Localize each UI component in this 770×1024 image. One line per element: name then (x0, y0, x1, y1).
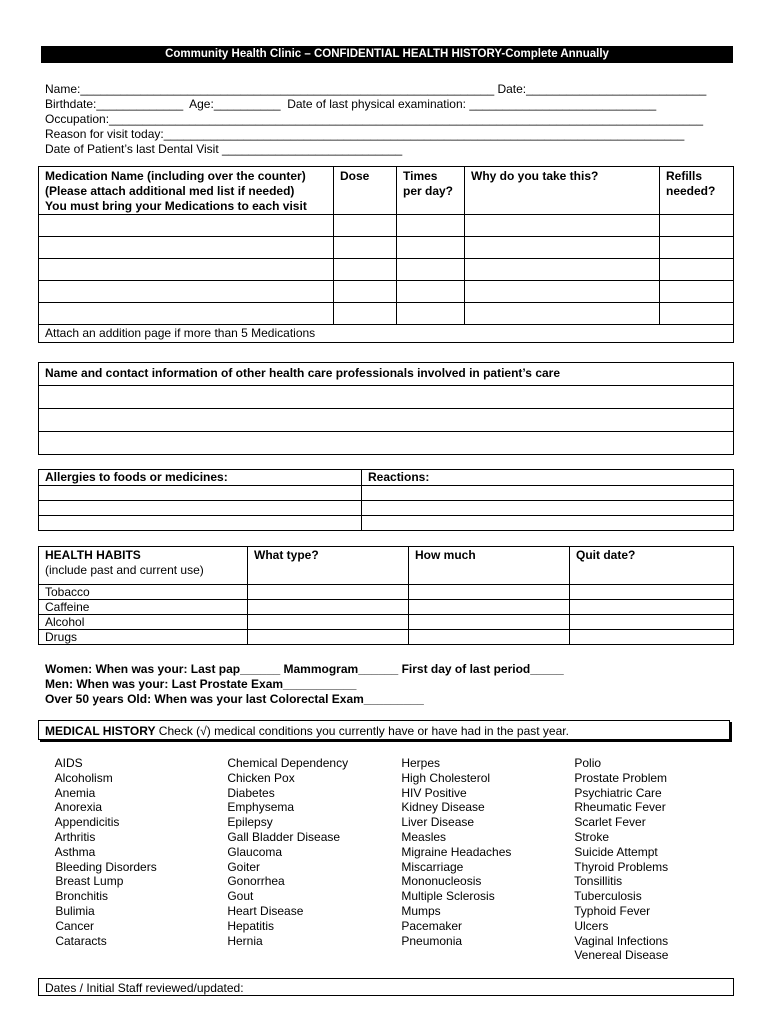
reactions-header: Reactions: (362, 470, 734, 486)
condition-item[interactable] (563, 889, 668, 904)
condition-label: Measles (401, 829, 447, 844)
condition-item[interactable] (216, 830, 348, 845)
condition-label: Asthma (54, 844, 96, 859)
condition-item[interactable] (390, 904, 511, 919)
medication-row[interactable] (39, 237, 734, 259)
condition-label: Diabetes (227, 785, 275, 800)
condition-label: Tonsillitis (574, 874, 623, 889)
habits-header: HEALTH HABITS (45, 548, 141, 562)
staff-review-box[interactable] (38, 978, 734, 996)
condition-label: Prostate Problem (574, 770, 668, 785)
habits-quit-header: Quit date? (570, 547, 734, 585)
condition-label: Mumps (401, 903, 441, 918)
medical-history-label: MEDICAL HISTORY (45, 724, 156, 738)
condition-item[interactable] (44, 860, 157, 875)
times-per-day-header: Times per day? (397, 167, 465, 215)
refills-header: Refills needed? (660, 167, 734, 215)
medication-row[interactable] (39, 281, 734, 303)
condition-label: Typhoid Fever (574, 903, 651, 918)
condition-item[interactable] (216, 756, 348, 771)
habit-label: Alcohol (39, 615, 248, 630)
condition-label: Thyroid Problems (574, 859, 669, 874)
medication-row[interactable] (39, 215, 734, 237)
condition-label: HIV Positive (401, 785, 467, 800)
women-screening-line[interactable]: Women: When was your: Last pap______ Mammogram______ First day of last period_____ (45, 662, 564, 676)
condition-item[interactable] (563, 845, 668, 860)
allergies-table (38, 469, 734, 531)
condition-label: Stroke (574, 829, 610, 844)
condition-label: Tuberculosis (574, 889, 642, 904)
habit-row[interactable] (39, 630, 734, 645)
dose-header: Dose (334, 167, 397, 215)
condition-label: Chemical Dependency (227, 756, 349, 770)
condition-item[interactable] (44, 919, 157, 934)
habits-table (38, 546, 734, 645)
condition-label: Gonorrhea (227, 874, 285, 889)
condition-label: Pneumonia (401, 933, 463, 948)
condition-item[interactable] (390, 771, 511, 786)
condition-item[interactable] (44, 845, 157, 860)
condition-label: Venereal Disease (574, 948, 669, 963)
condition-item[interactable] (390, 800, 511, 815)
condition-item[interactable] (563, 904, 668, 919)
condition-label: Emphysema (227, 800, 295, 815)
dental-visit-line[interactable]: Date of Patient’s last Dental Visit ___________________________ (45, 142, 403, 156)
habit-label: Caffeine (39, 600, 248, 615)
condition-label: Gall Bladder Disease (227, 829, 341, 844)
condition-item[interactable] (390, 756, 511, 771)
conditions-column-4 (563, 756, 668, 963)
condition-label: Chicken Pox (227, 770, 295, 785)
condition-label: AIDS (54, 756, 83, 770)
condition-label: Miscarriage (401, 859, 464, 874)
professionals-table (38, 362, 734, 455)
condition-item[interactable] (44, 934, 157, 949)
condition-label: Bleeding Disorders (55, 859, 157, 874)
condition-label: Bulimia (55, 903, 95, 918)
condition-item[interactable] (563, 800, 668, 815)
condition-item[interactable] (44, 786, 157, 801)
condition-item[interactable] (390, 874, 511, 889)
condition-item[interactable] (390, 786, 511, 801)
condition-label: Anemia (54, 785, 96, 800)
condition-item[interactable] (216, 771, 348, 786)
condition-item[interactable] (563, 919, 668, 934)
condition-item[interactable] (216, 786, 348, 801)
condition-label: Hernia (227, 933, 263, 948)
condition-item[interactable] (44, 889, 157, 904)
condition-item[interactable] (390, 815, 511, 830)
condition-label: Heart Disease (227, 903, 304, 918)
medications-table (38, 166, 734, 343)
condition-item[interactable] (563, 874, 668, 889)
condition-item[interactable] (563, 948, 668, 963)
condition-item[interactable] (216, 800, 348, 815)
condition-label: Rheumatic Fever (574, 800, 666, 815)
medical-history-header (38, 720, 730, 740)
condition-label: Epilepsy (227, 815, 273, 830)
condition-label: Multiple Sclerosis (401, 889, 495, 904)
habit-label: Tobacco (39, 585, 248, 600)
condition-label: Glaucoma (227, 844, 283, 859)
condition-label: Appendicitis (54, 815, 120, 830)
condition-label: Cataracts (55, 933, 107, 948)
condition-label: Scarlet Fever (574, 815, 646, 830)
condition-item[interactable] (563, 830, 668, 845)
habit-label: Drugs (39, 630, 248, 645)
condition-item[interactable] (44, 830, 157, 845)
allergy-row[interactable] (39, 501, 734, 516)
habits-header-cell (39, 547, 248, 585)
colorectal-screening-line[interactable]: Over 50 years Old: When was your last Colorectal Exam_________ (45, 692, 424, 706)
medication-row[interactable] (39, 303, 734, 325)
allergy-row[interactable] (39, 516, 734, 531)
condition-item[interactable] (44, 756, 157, 771)
medication-note: Attach an addition page if more than 5 Medications (39, 325, 734, 343)
condition-label: Cancer (55, 918, 95, 933)
condition-item[interactable] (563, 934, 668, 949)
condition-item[interactable] (44, 904, 157, 919)
condition-item[interactable] (216, 934, 348, 949)
condition-label: Gout (227, 889, 254, 904)
condition-label: High Cholesterol (401, 770, 491, 785)
condition-item[interactable] (390, 919, 511, 934)
condition-item[interactable] (216, 904, 348, 919)
condition-item[interactable] (563, 860, 668, 875)
condition-item[interactable] (44, 874, 157, 889)
condition-label: Vaginal Infections (574, 933, 669, 948)
condition-item[interactable] (390, 860, 511, 875)
conditions-column-2 (216, 756, 348, 948)
condition-label: Polio (574, 756, 602, 770)
habit-row[interactable] (39, 615, 734, 630)
conditions-column-3 (390, 756, 511, 948)
occupation-line[interactable]: Occupation:_________________________________________________________________________________________ (45, 112, 704, 126)
condition-item[interactable] (563, 815, 668, 830)
professional-row[interactable] (39, 409, 734, 432)
men-screening-line[interactable]: Men: When was your: Last Prostate Exam___________ (45, 677, 357, 691)
reason-line[interactable]: Reason for visit today:______________________________________________________________________________ (45, 127, 685, 141)
condition-label: Alcoholism (54, 770, 113, 785)
habits-type-header: What type? (248, 547, 409, 585)
condition-item[interactable] (563, 771, 668, 786)
condition-label: Anorexia (54, 800, 103, 815)
medication-name-header: Medication Name (including over the counter) (Please attach additional med list if needed) You must bring your Medications to each visit (39, 167, 334, 215)
condition-item[interactable] (390, 845, 511, 860)
condition-item[interactable] (216, 889, 348, 904)
staff-review-label: Dates / Initial Staff reviewed/updated: (45, 981, 244, 995)
condition-item[interactable] (44, 815, 157, 830)
condition-item[interactable] (390, 889, 511, 904)
condition-label: Hepatitis (227, 918, 275, 933)
condition-item[interactable] (216, 845, 348, 860)
birthdate-line[interactable]: Birthdate:_____________ Age:__________ Date of last physical examination: ____________________________ (45, 97, 657, 111)
condition-label: Liver Disease (401, 815, 475, 830)
condition-label: Kidney Disease (401, 800, 485, 815)
condition-label: Goiter (227, 859, 261, 874)
condition-label: Ulcers (574, 918, 609, 933)
allergy-row[interactable] (39, 486, 734, 501)
condition-item[interactable] (216, 815, 348, 830)
name-date-line[interactable]: Name:______________________________________________________________ Date:___________________________ (45, 82, 707, 96)
habits-amount-header: How much (409, 547, 570, 585)
form-title: Community Health Clinic – CONFIDENTIAL HEALTH HISTORY-Complete Annually (41, 46, 733, 63)
professional-row[interactable] (39, 432, 734, 455)
condition-item[interactable] (44, 771, 157, 786)
medical-history-instruction: Check (√) medical conditions you currently have or have had in the past year. (155, 724, 569, 738)
condition-item[interactable] (216, 860, 348, 875)
condition-label: Breast Lump (55, 874, 124, 889)
condition-label: Psychiatric Care (574, 785, 662, 800)
condition-label: Mononucleosis (401, 874, 482, 889)
condition-label: Arthritis (54, 829, 96, 844)
condition-item[interactable] (216, 919, 348, 934)
condition-item[interactable] (390, 830, 511, 845)
condition-item[interactable] (216, 874, 348, 889)
professional-row[interactable] (39, 386, 734, 409)
condition-item[interactable] (390, 934, 511, 949)
habits-subheader: (include past and current use) (45, 563, 204, 577)
condition-item[interactable] (563, 756, 668, 771)
habit-row[interactable] (39, 585, 734, 600)
condition-label: Pacemaker (401, 918, 463, 933)
condition-item[interactable] (563, 786, 668, 801)
condition-item[interactable] (44, 800, 157, 815)
habit-row[interactable] (39, 600, 734, 615)
medication-row[interactable] (39, 259, 734, 281)
conditions-column-1 (44, 756, 157, 948)
professionals-header: Name and contact information of other health care professionals involved in patient’s care (39, 363, 734, 386)
condition-label: Suicide Attempt (574, 844, 658, 859)
why-header: Why do you take this? (465, 167, 660, 215)
condition-label: Herpes (401, 756, 441, 770)
allergies-header: Allergies to foods or medicines: (39, 470, 362, 486)
condition-label: Bronchitis (55, 889, 109, 904)
condition-label: Migraine Headaches (401, 844, 512, 859)
